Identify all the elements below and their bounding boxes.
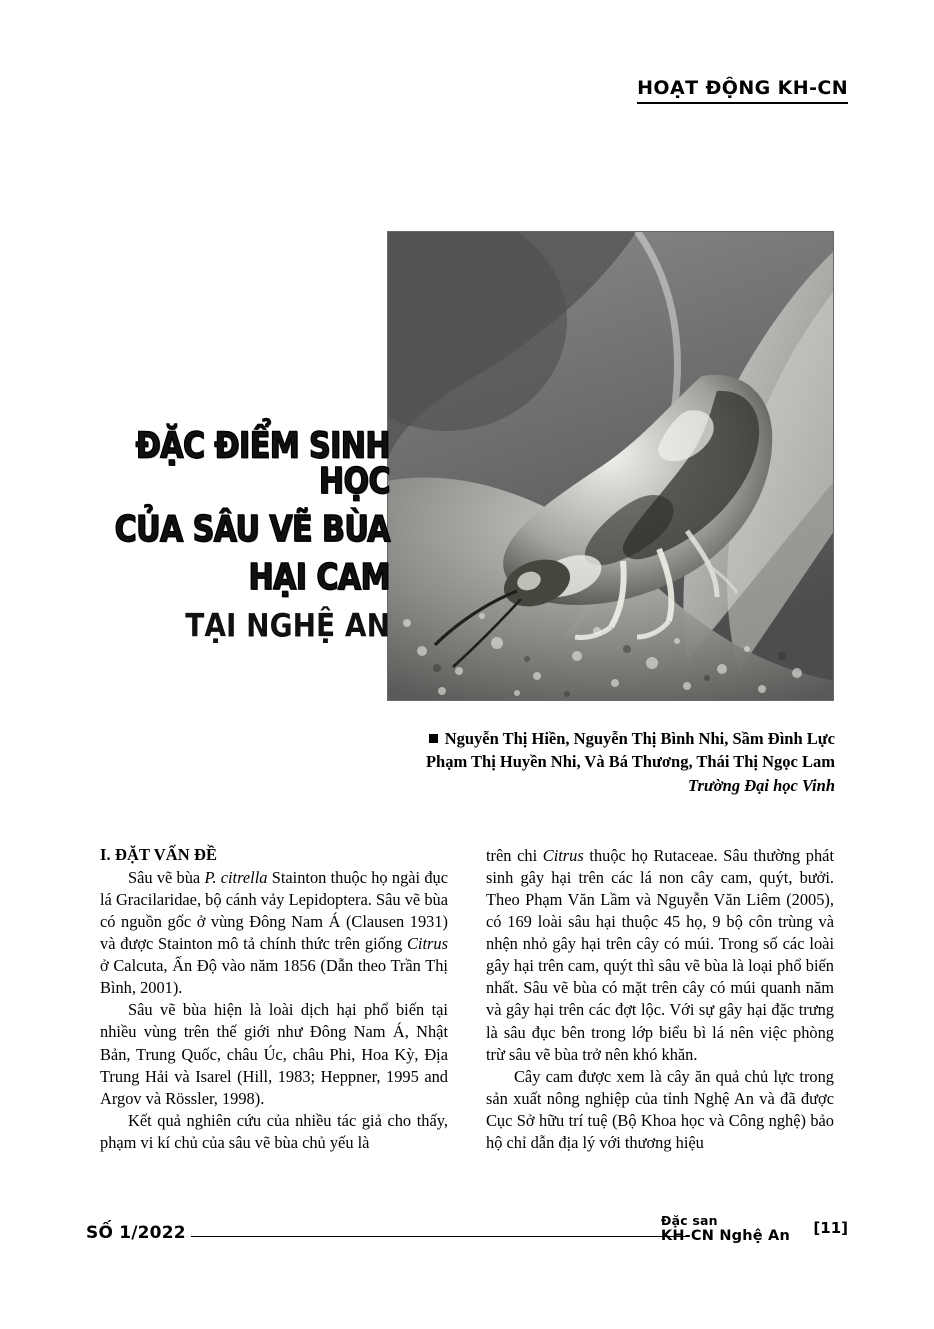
body-columns: [100, 845, 834, 1154]
article-title-line-2: CỦA SÂU VẼ BÙA: [114, 509, 390, 551]
article-title-line-1: ĐẶC ĐIỂM SINH HỌC: [135, 425, 390, 503]
paragraph: Sâu vẽ bùa P. citrella Stainton thuộc họ ngài đục lá Gracilaridae, bộ cánh vảy Lepidoptera. Sâu vẽ bùa có nguồn gốc ở vùng Đông Nam Á (Clausen 1931) và được Stainton mô tả chính thức trên giống Citrus ở Calcuta, Ấn Độ vào năm 1856 (Dẫn theo Trần Thị Bình, 2001).: [100, 868, 449, 998]
issue-number: SỐ 1/2022: [86, 1223, 186, 1243]
author-affiliation: Trường Đại học Vinh: [688, 775, 835, 795]
article-title: [100, 425, 390, 645]
page-header: [637, 78, 848, 104]
authors-line-2: Phạm Thị Huyền Nhi, Và Bá Thương, Thái Thị Ngọc Lam: [425, 752, 835, 772]
article-title-line-4: TẠI NGHỆ AN: [185, 606, 390, 645]
page-number: [11]: [813, 1219, 848, 1237]
paragraph: Sâu vẽ bùa hiện là loài dịch hại phổ biến tại nhiều vùng trên thế giới như Đông Nam Á, Nhật Bản, Trung Quốc, châu Úc, châu Phi, Hoa Kỳ, Địa Trung Hải và Isarel (Hill, 1983; Heppner, 1995 and Argov và Rössler, 1998).: [100, 1000, 448, 1108]
paragraph: Cây cam được xem là cây ăn quả chủ lực trong sản xuất nông nghiệp của tỉnh Nghệ An và đã được Cục Sở hữu trí tuệ (Bộ Khoa học và Công nghệ) bảo hộ chỉ dẫn địa lý với thương hiệu: [486, 1066, 834, 1152]
author-block: [375, 727, 835, 797]
authors-names-1: Nguyễn Thị Hiền, Nguyễn Thị Bình Nhi, Sầm Đình Lực: [444, 729, 835, 748]
bullet-square-icon: [429, 734, 438, 743]
section-title: I. ĐẶT VẤN ĐỀ: [100, 845, 218, 864]
paragraph: Kết quả nghiên cứu của nhiều tác giả cho thấy, phạm vi kí chủ của sâu vẽ bùa chủ yếu là: [100, 1110, 448, 1152]
brand-line-1: Đặc san: [660, 1213, 718, 1228]
paragraph: trên chi Citrus thuộc họ Rutaceae. Sâu thường phát sinh gây hại trên các lá non cây cam, quýt, bưởi. Theo Phạm Văn Lầm và Nguyễn Văn Liêm (2005), có 169 loài sâu hại thuộc 45 họ, 9 bộ côn trùng và nhện nhỏ gây hại trên cây có múi. Trong số các loài gây hại trên cam, quýt thì sâu vẽ bùa là loại phổ biến nhất. Sâu vẽ bùa có mặt trên cây có múi quanh năm và gây hại trên các đợt lộc. Với sự gây hại đặc trưng là sâu đục bên trong lớp biểu bì lá nên việc phòng trừ sâu vẽ bùa trở nên khó khăn.: [486, 846, 834, 1064]
page-footer: [86, 1213, 848, 1257]
column-left: [100, 845, 448, 1154]
brand-line-2: KH-CN Nghệ An: [660, 1228, 790, 1244]
article-photo: [387, 231, 834, 701]
journal-brand: [661, 1214, 790, 1244]
header-title: HOẠT ĐỘNG KH-CN: [637, 78, 848, 104]
footer-divider: [191, 1236, 688, 1237]
article-title-line-3: HẠI CAM: [248, 557, 390, 599]
column-right: [486, 845, 834, 1154]
authors-line-1: [375, 727, 835, 750]
